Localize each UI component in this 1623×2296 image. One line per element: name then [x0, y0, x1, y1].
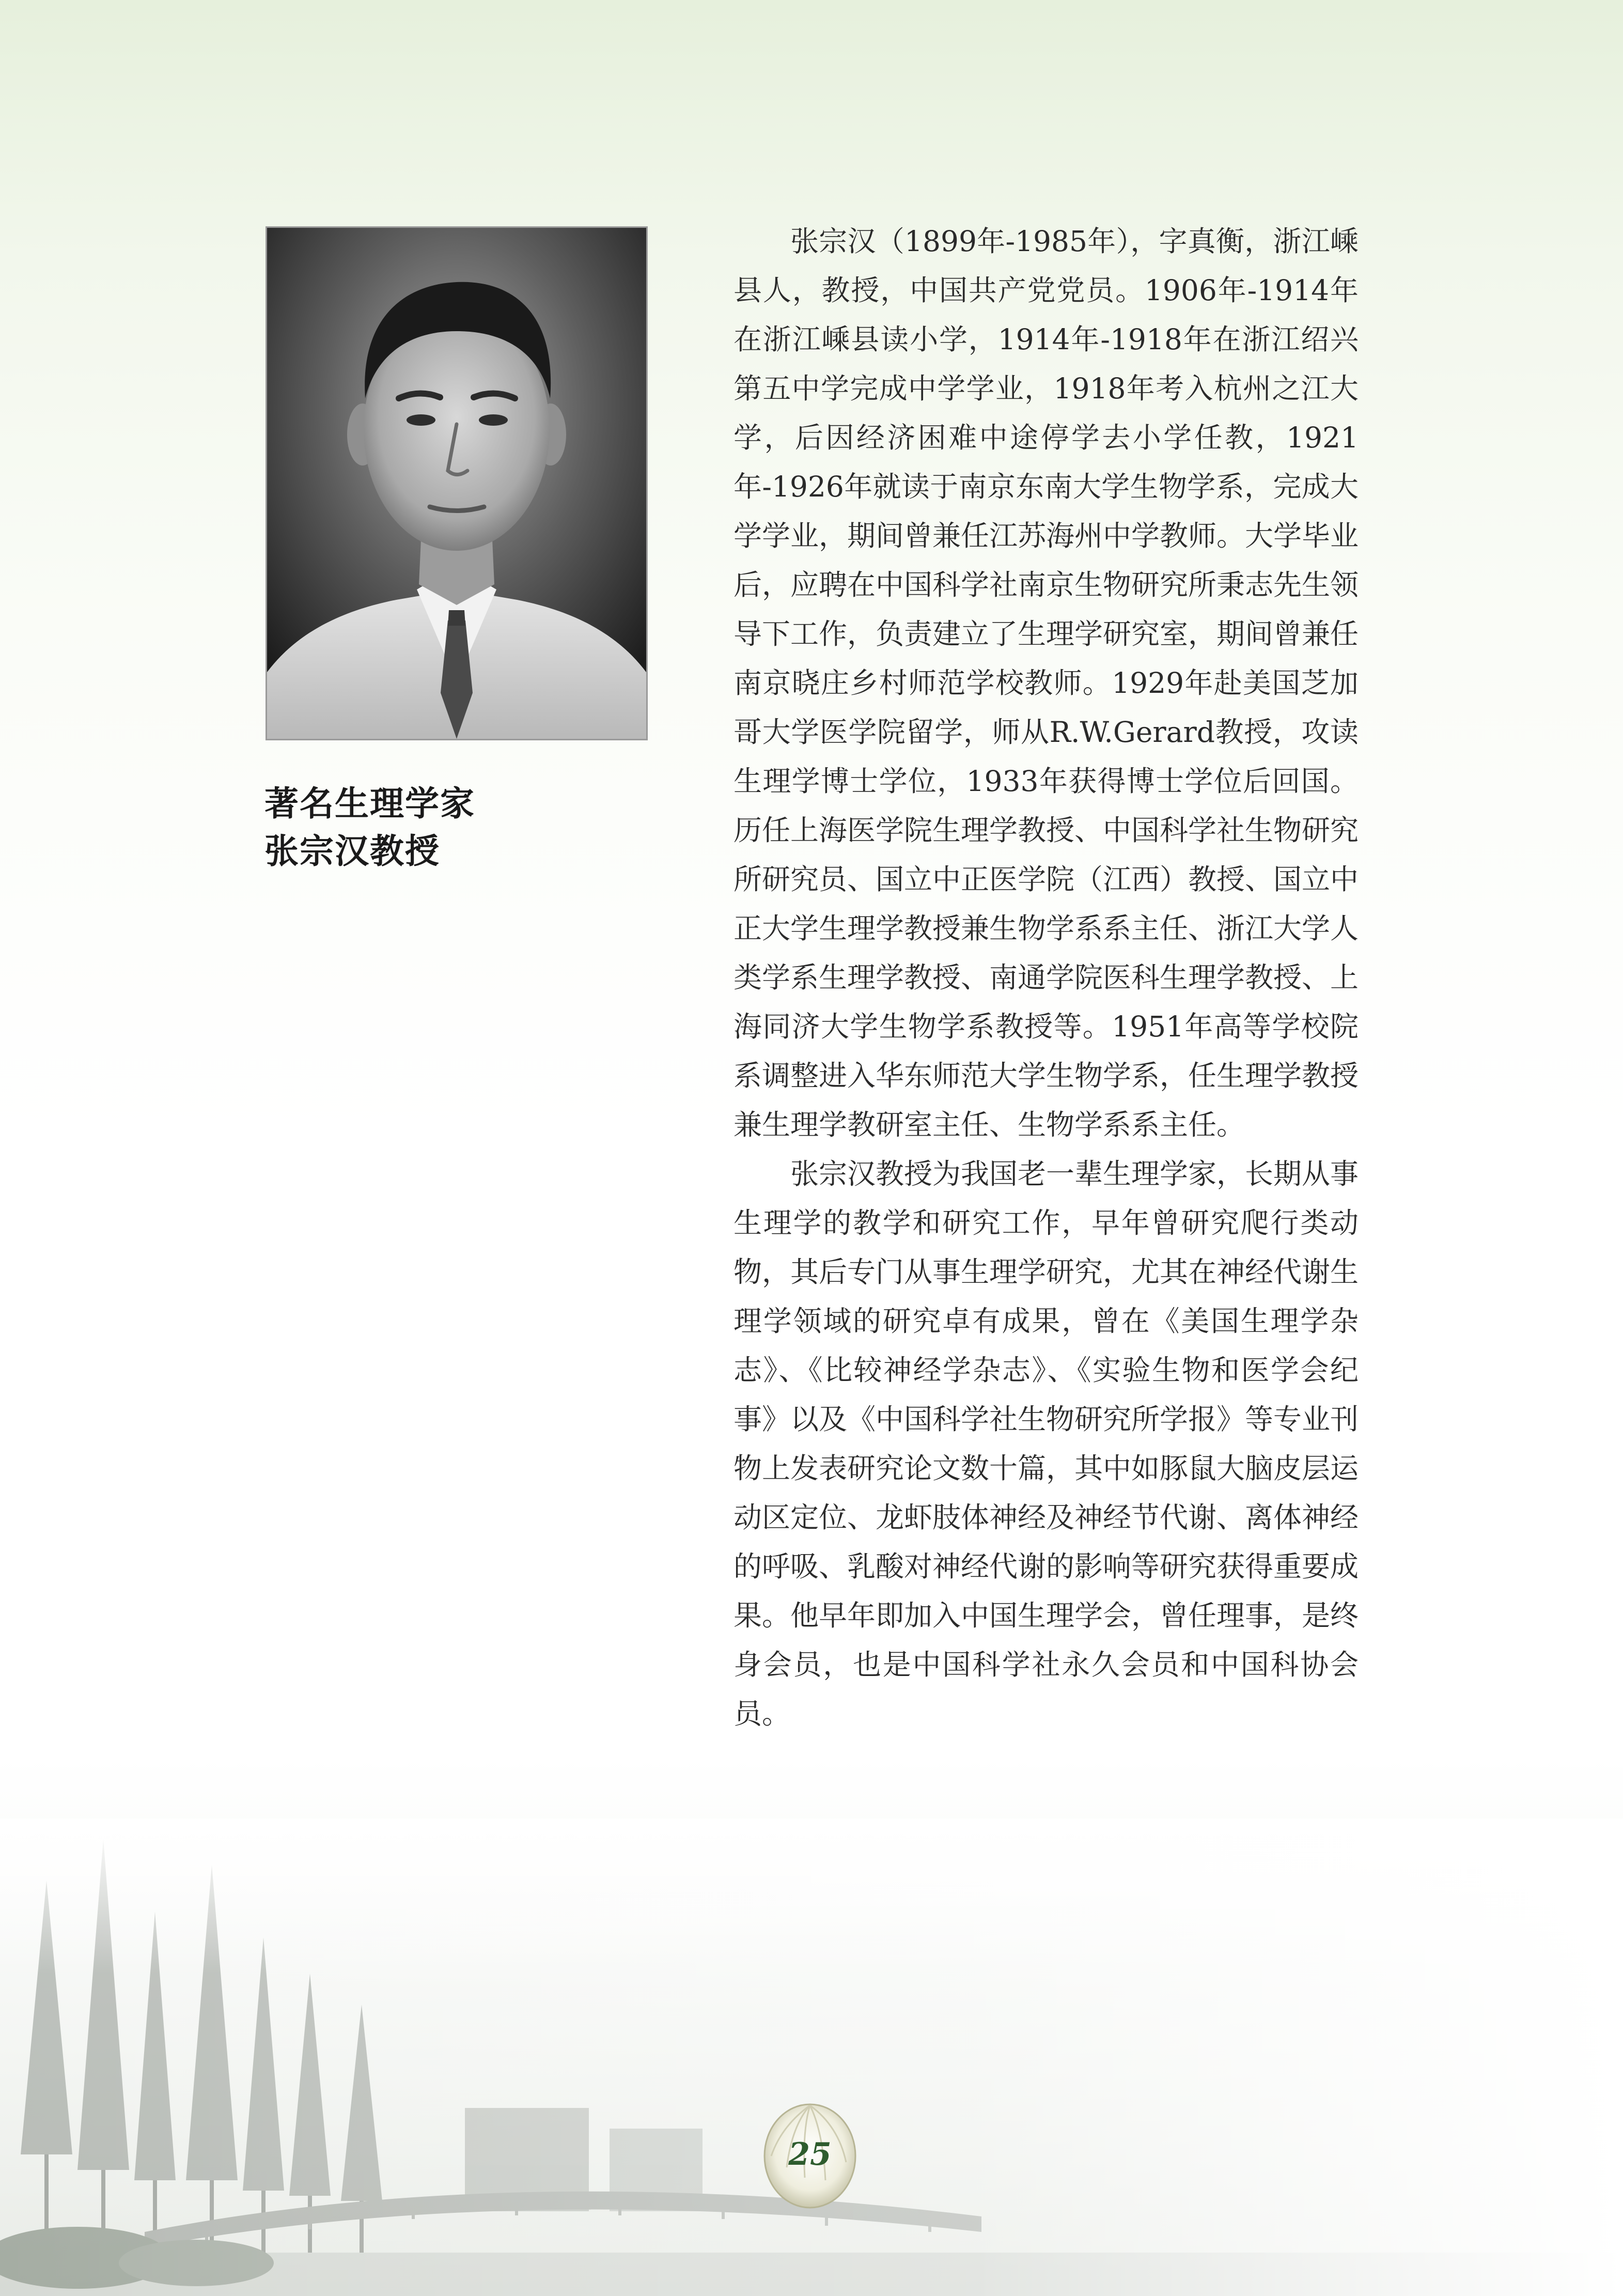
- portrait-photo: [266, 226, 648, 740]
- portrait-caption: [264, 780, 475, 875]
- article-paragraph: 张宗汉教授为我国老一辈生理学家，长期从事生理学的教学和研究工作，早年曾研究爬行类动物，其后专门从事生理学研究，尤其在神经代谢生理学领域的研究卓有成果，曾在《美国生理学杂志》、《比较神经学杂志》、《实验生物和医学会纪事》以及《中国科学社生物研究所学报》等专业刊物上发表研究论文数十篇，其中如豚鼠大脑皮层运动区定位、龙虾肢体神经及神经节代谢、离体神经的呼吸、乳酸对神经代谢的影响等研究获得重要成果。他早年即加入中国生理学会，曾任理事，是终身会员，也是中国科学社永久会员和中国科协会员。: [734, 1157, 1359, 1730]
- caption-title: 著名生理学家: [264, 784, 475, 824]
- page-number: 25: [788, 2136, 832, 2173]
- portrait-illustration: [267, 228, 646, 739]
- campus-scenery-illustration: [0, 1819, 1623, 2296]
- article-paragraph: 张宗汉（1899年-1985年），字真衡，浙江嵊县人，教授，中国共产党党员。1906年-1914年在浙江嵊县读小学，1914年-1918年在浙江绍兴第五中学完成中学学业，1918年考入杭州之江大学，后因经济困难中途停学去小学任教，1921年-1926年就读于南京东南大学生物学系，完成大学学业，期间曾兼任江苏海州中学教师。大学毕业后，应聘在中国科学社南京生物研究所秉志先生领导下工作，负责建立了生理学研究室，期间曾兼任南京晓庄乡村师范学校教师。1929年赴美国芝加哥大学医学院留学，师从R.W.Gerard教授，攻读生理学博士学位，1933年获得博士学位后回国。历任上海医学院生理学教授、中国科学社生物研究所研究员、国立中正医学院（江西）教授、国立中正大学生理学教授兼生物学系系主任、浙江大学人类学系生理学教授、南通学院医科生理学教授、上海同济大学生物学系教授等。1951年高等学校院系调整进入华东师范大学生物学系，任生理学教授兼生理学教研室主任、生物学系系主任。: [734, 225, 1359, 1141]
- article-body: [734, 217, 1359, 1739]
- page-number-badge: [751, 2095, 869, 2214]
- caption-name: 张宗汉教授: [264, 831, 440, 871]
